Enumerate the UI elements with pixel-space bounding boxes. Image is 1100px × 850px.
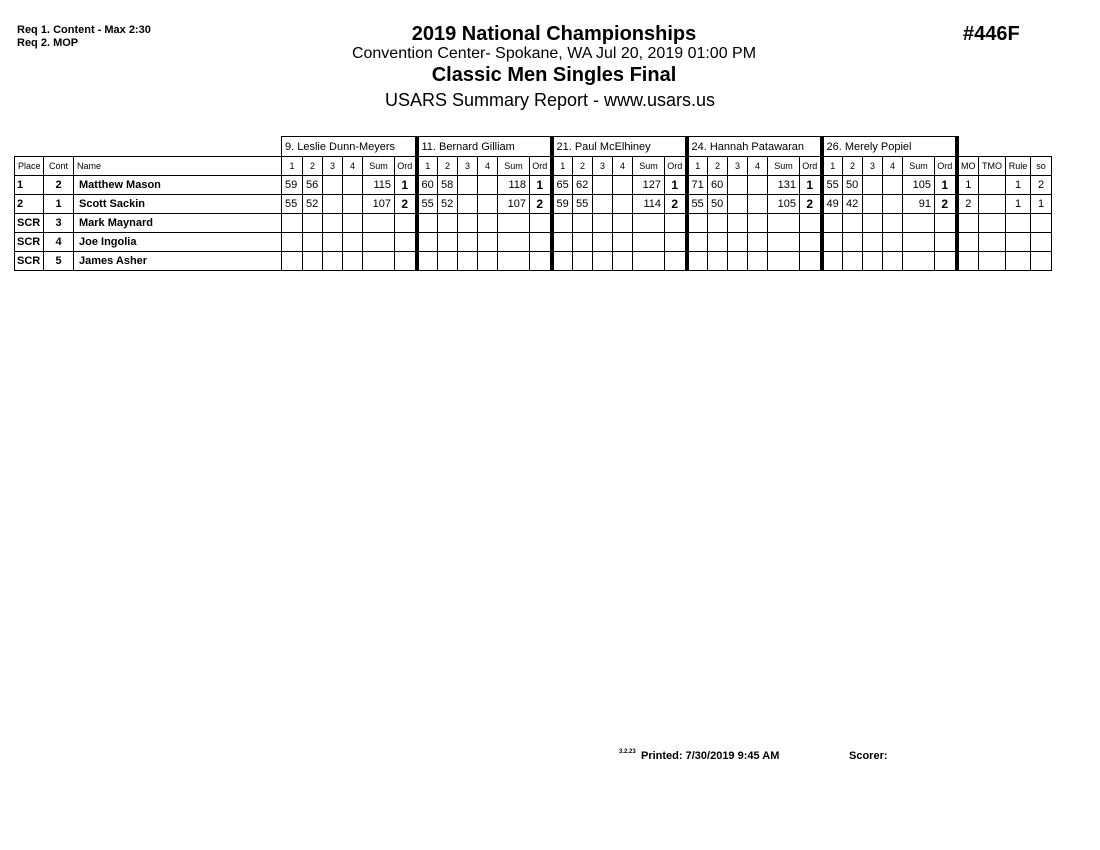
score-cell [748, 176, 768, 195]
ord-cell: 1 [665, 176, 687, 195]
extra-cell: 1 [1006, 176, 1031, 195]
ord-cell: 2 [395, 195, 417, 214]
score-cell [478, 176, 498, 195]
score-cell [687, 214, 708, 233]
score-cell [458, 195, 478, 214]
col-tmo: TMO [979, 157, 1006, 176]
header-spacer [15, 137, 282, 157]
sum-cell: 114 [633, 195, 665, 214]
score-cell: 55 [417, 195, 438, 214]
score-cell [343, 214, 363, 233]
ord-cell [530, 214, 552, 233]
place-cell: SCR [15, 252, 44, 271]
judges-header-row [15, 137, 1052, 157]
extra-cell: 1 [1006, 195, 1031, 214]
col-sub-1: 1 [552, 157, 573, 176]
sum-cell [633, 233, 665, 252]
col-sub-3: 3 [593, 157, 613, 176]
score-cell: 42 [843, 195, 863, 214]
score-cell [883, 233, 903, 252]
score-cell [478, 214, 498, 233]
extra-cell [979, 233, 1006, 252]
score-cell [728, 233, 748, 252]
col-sub-1: 1 [417, 157, 438, 176]
extra-cell [957, 214, 979, 233]
score-cell [822, 252, 843, 271]
extra-cell [1006, 252, 1031, 271]
skater-name: Scott Sackin [74, 195, 282, 214]
col-sub-2: 2 [843, 157, 863, 176]
sum-cell: 91 [903, 195, 935, 214]
col-sub-3: 3 [863, 157, 883, 176]
ord-cell [800, 214, 822, 233]
results-table [14, 136, 1052, 271]
ord-cell [935, 252, 957, 271]
ord-cell: 2 [665, 195, 687, 214]
score-cell [593, 233, 613, 252]
score-cell [613, 233, 633, 252]
score-cell [863, 214, 883, 233]
ord-cell [530, 233, 552, 252]
score-cell [573, 252, 593, 271]
score-cell [748, 233, 768, 252]
score-cell [323, 176, 343, 195]
col-rule: Rule [1006, 157, 1031, 176]
software-version: 3.2.23 [619, 749, 636, 755]
ord-cell [935, 214, 957, 233]
score-cell [613, 252, 633, 271]
col-sub-ord: Ord [800, 157, 822, 176]
event-number: #446F [963, 23, 1020, 45]
score-cell [458, 252, 478, 271]
score-cell [863, 176, 883, 195]
extra-cell: 2 [1031, 176, 1052, 195]
sum-cell [768, 233, 800, 252]
score-cell: 58 [438, 176, 458, 195]
col-sub-2: 2 [573, 157, 593, 176]
place-cell: 1 [15, 176, 44, 195]
ord-cell [395, 233, 417, 252]
col-sub-ord: Ord [395, 157, 417, 176]
score-cell [843, 214, 863, 233]
col-place: Place [15, 157, 44, 176]
cont-cell: 2 [44, 176, 74, 195]
score-cell: 71 [687, 176, 708, 195]
requirement-1: Req 1. Content - Max 2:30 [17, 24, 151, 36]
ord-cell [665, 233, 687, 252]
score-cell [708, 233, 728, 252]
sum-cell: 118 [498, 176, 530, 195]
score-cell [883, 214, 903, 233]
score-cell [748, 252, 768, 271]
col-sub-2: 2 [708, 157, 728, 176]
ord-cell: 2 [935, 195, 957, 214]
score-cell: 50 [843, 176, 863, 195]
ord-cell [665, 252, 687, 271]
sum-cell [633, 252, 665, 271]
score-cell [708, 252, 728, 271]
score-cell [843, 252, 863, 271]
place-cell: SCR [15, 214, 44, 233]
score-cell [708, 214, 728, 233]
ord-cell: 1 [800, 176, 822, 195]
ord-cell: 2 [800, 195, 822, 214]
score-cell [478, 195, 498, 214]
score-cell [822, 233, 843, 252]
score-cell [552, 233, 573, 252]
ord-cell [395, 252, 417, 271]
score-cell: 59 [282, 176, 303, 195]
cont-cell: 1 [44, 195, 74, 214]
score-cell [728, 214, 748, 233]
ord-cell: 2 [530, 195, 552, 214]
score-cell: 55 [822, 176, 843, 195]
score-cell [323, 214, 343, 233]
event-title: Classic Men Singles Final [431, 64, 677, 86]
col-so: so [1031, 157, 1052, 176]
score-cell [687, 233, 708, 252]
ord-cell [395, 214, 417, 233]
score-cell [748, 195, 768, 214]
extra-cell [1006, 233, 1031, 252]
extra-cell [979, 252, 1006, 271]
table-row [15, 252, 1052, 271]
sum-cell [498, 233, 530, 252]
extra-cell: 1 [1031, 195, 1052, 214]
col-sub-2: 2 [303, 157, 323, 176]
skater-name: Mark Maynard [74, 214, 282, 233]
score-cell: 49 [822, 195, 843, 214]
sum-cell: 105 [903, 176, 935, 195]
score-cell [863, 195, 883, 214]
extra-cell [1006, 214, 1031, 233]
ord-cell [800, 233, 822, 252]
score-cell [573, 214, 593, 233]
score-cell [748, 214, 768, 233]
ord-cell [800, 252, 822, 271]
cont-cell: 5 [44, 252, 74, 271]
column-header-row [15, 157, 1052, 176]
score-cell [458, 214, 478, 233]
col-sub-3: 3 [728, 157, 748, 176]
col-sub-sum: Sum [633, 157, 665, 176]
sum-cell [498, 214, 530, 233]
cont-cell: 3 [44, 214, 74, 233]
sum-cell [903, 252, 935, 271]
score-cell: 55 [282, 195, 303, 214]
extra-cell [1031, 233, 1052, 252]
score-cell [687, 252, 708, 271]
score-cell [458, 233, 478, 252]
score-cell [417, 214, 438, 233]
score-cell: 56 [303, 176, 323, 195]
score-cell [438, 214, 458, 233]
col-sub-ord: Ord [935, 157, 957, 176]
score-cell: 55 [573, 195, 593, 214]
score-cell [883, 195, 903, 214]
score-cell [822, 214, 843, 233]
ord-cell: 1 [530, 176, 552, 195]
table-row [15, 214, 1052, 233]
col-sub-4: 4 [748, 157, 768, 176]
extra-cell [979, 176, 1006, 195]
score-cell [303, 214, 323, 233]
ord-cell [530, 252, 552, 271]
score-cell: 52 [303, 195, 323, 214]
extra-cell: 2 [957, 195, 979, 214]
judge-name: 11. Bernard Gilliam [417, 137, 552, 157]
table-row [15, 233, 1052, 252]
score-cell [593, 195, 613, 214]
col-sub-sum: Sum [768, 157, 800, 176]
score-cell [303, 233, 323, 252]
sum-cell [363, 252, 395, 271]
extra-cell [979, 214, 1006, 233]
ord-cell: 1 [935, 176, 957, 195]
ord-cell [665, 214, 687, 233]
score-cell: 62 [573, 176, 593, 195]
score-cell [613, 195, 633, 214]
score-cell [343, 233, 363, 252]
score-cell [593, 176, 613, 195]
sum-cell [363, 233, 395, 252]
score-cell [438, 252, 458, 271]
sum-cell: 127 [633, 176, 665, 195]
col-sub-3: 3 [323, 157, 343, 176]
col-sub-sum: Sum [903, 157, 935, 176]
report-title: USARS Summary Report - www.usars.us [384, 90, 716, 110]
table-row [15, 195, 1052, 214]
col-sub-4: 4 [613, 157, 633, 176]
col-sub-1: 1 [822, 157, 843, 176]
sum-cell: 105 [768, 195, 800, 214]
score-cell [343, 252, 363, 271]
score-cell [728, 195, 748, 214]
score-cell [613, 214, 633, 233]
score-cell [438, 233, 458, 252]
score-cell [863, 233, 883, 252]
skater-name: Matthew Mason [74, 176, 282, 195]
score-cell [323, 233, 343, 252]
score-cell [303, 252, 323, 271]
col-sub-4: 4 [478, 157, 498, 176]
col-mo: MO [957, 157, 979, 176]
score-cell: 52 [438, 195, 458, 214]
extra-cell [1031, 214, 1052, 233]
ord-cell [935, 233, 957, 252]
score-cell [552, 214, 573, 233]
score-cell [282, 252, 303, 271]
sum-cell [768, 214, 800, 233]
sum-cell [498, 252, 530, 271]
judge-name: 26. Merely Popiel [822, 137, 957, 157]
score-cell [883, 252, 903, 271]
extra-cell: 1 [957, 176, 979, 195]
score-cell [458, 176, 478, 195]
score-cell [478, 252, 498, 271]
score-cell [593, 252, 613, 271]
sum-cell: 107 [498, 195, 530, 214]
col-sub-4: 4 [883, 157, 903, 176]
score-cell [593, 214, 613, 233]
score-cell: 60 [708, 176, 728, 195]
score-cell [552, 252, 573, 271]
skater-name: Joe Ingolia [74, 233, 282, 252]
sum-cell: 107 [363, 195, 395, 214]
score-cell [613, 176, 633, 195]
score-cell: 55 [687, 195, 708, 214]
judge-name: 9. Leslie Dunn-Meyers [282, 137, 417, 157]
score-cell [728, 252, 748, 271]
col-sub-sum: Sum [363, 157, 395, 176]
extra-cell [957, 233, 979, 252]
extra-cell [957, 252, 979, 271]
score-cell [843, 233, 863, 252]
sum-cell [633, 214, 665, 233]
scorer-label: Scorer: [849, 750, 888, 762]
sum-cell [903, 233, 935, 252]
place-cell: SCR [15, 233, 44, 252]
venue-date: Convention Center- Spokane, WA Jul 20, 2019 01:00 PM [351, 45, 757, 62]
score-cell [573, 233, 593, 252]
col-sub-ord: Ord [530, 157, 552, 176]
sum-cell: 115 [363, 176, 395, 195]
sum-cell [903, 214, 935, 233]
score-cell [863, 252, 883, 271]
col-sub-3: 3 [458, 157, 478, 176]
score-cell [883, 176, 903, 195]
table-row [15, 176, 1052, 195]
printed-timestamp: Printed: 7/30/2019 9:45 AM [641, 750, 780, 762]
score-cell [417, 252, 438, 271]
col-sub-1: 1 [687, 157, 708, 176]
col-sub-sum: Sum [498, 157, 530, 176]
score-cell [478, 233, 498, 252]
score-cell [417, 233, 438, 252]
score-cell [282, 233, 303, 252]
judge-name: 24. Hannah Patawaran [687, 137, 822, 157]
extra-cell [1031, 252, 1052, 271]
score-cell: 59 [552, 195, 573, 214]
extra-cell [979, 195, 1006, 214]
competition-title: 2019 National Championships [411, 23, 697, 45]
score-cell: 50 [708, 195, 728, 214]
judge-name: 21. Paul McElhiney [552, 137, 687, 157]
ord-cell: 1 [395, 176, 417, 195]
requirement-2: Req 2. MOP [17, 37, 79, 49]
score-cell [343, 176, 363, 195]
col-sub-1: 1 [282, 157, 303, 176]
col-sub-2: 2 [438, 157, 458, 176]
score-cell: 65 [552, 176, 573, 195]
sum-cell [363, 214, 395, 233]
score-cell: 60 [417, 176, 438, 195]
score-cell [728, 176, 748, 195]
place-cell: 2 [15, 195, 44, 214]
skater-name: James Asher [74, 252, 282, 271]
col-cont: Cont [44, 157, 74, 176]
sum-cell: 131 [768, 176, 800, 195]
score-cell [323, 195, 343, 214]
col-sub-4: 4 [343, 157, 363, 176]
score-cell [282, 214, 303, 233]
col-sub-ord: Ord [665, 157, 687, 176]
score-cell [323, 252, 343, 271]
cont-cell: 4 [44, 233, 74, 252]
sum-cell [768, 252, 800, 271]
col-name: Name [74, 157, 282, 176]
score-cell [343, 195, 363, 214]
